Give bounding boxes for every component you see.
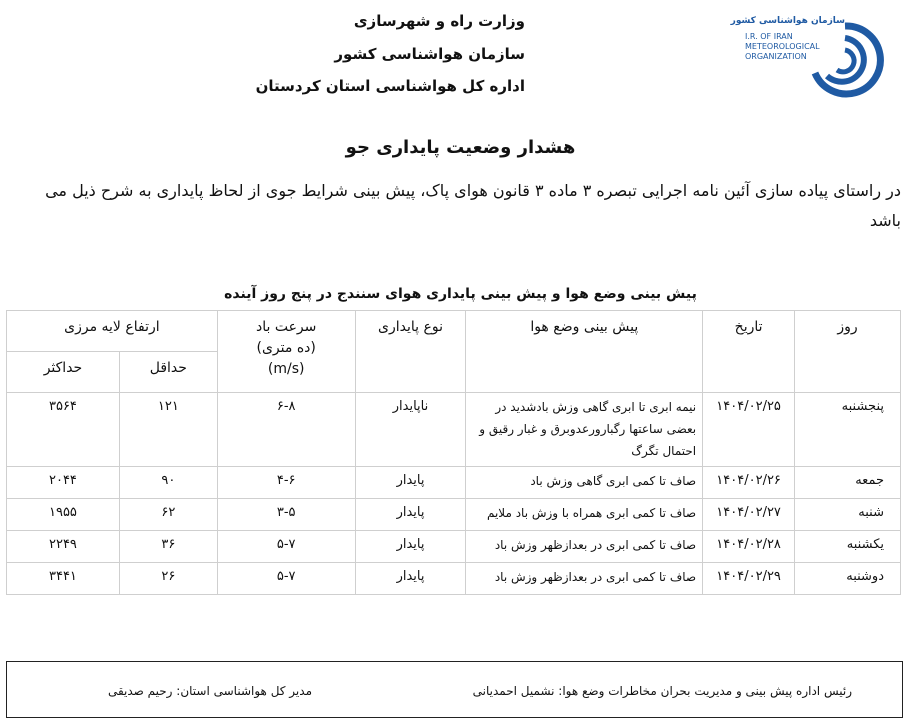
header-max: حداکثر bbox=[7, 352, 120, 393]
min-cell: ۹۰ bbox=[119, 467, 217, 499]
stability-cell: پایدار bbox=[355, 467, 466, 499]
forecast-head-signature: رئیس اداره پیش بینی و مدیریت بحران مخاطرات وضع هوا: نشمیل احمدیانی bbox=[472, 684, 852, 698]
header-boundary-layer: ارتفاع لایه مرزی bbox=[7, 311, 218, 352]
logo-text-en: I.R. OF IRAN METEOROLOGICAL ORGANIZATION bbox=[745, 32, 820, 61]
forecast-cell: صاف تا کمی ابری گاهی وزش باد bbox=[466, 467, 703, 499]
ministry-name: وزارت راه و شهرسازی bbox=[353, 12, 525, 30]
signature-footer bbox=[6, 661, 903, 718]
table-row bbox=[7, 563, 901, 595]
header-stability: نوع پایداری bbox=[355, 311, 466, 393]
min-cell: ۶۲ bbox=[119, 499, 217, 531]
wind-cell: ۵-۷ bbox=[217, 531, 355, 563]
day-cell: پنجشنبه bbox=[795, 393, 901, 467]
date-cell: ۱۴۰۴/۰۲/۲۵ bbox=[703, 393, 795, 467]
organization-name: سازمان هواشناسی کشور bbox=[334, 45, 525, 63]
table-row bbox=[7, 531, 901, 563]
table-row bbox=[7, 467, 901, 499]
date-cell: ۱۴۰۴/۰۲/۲۶ bbox=[703, 467, 795, 499]
forecast-cell: صاف تا کمی ابری در بعدازظهر وزش باد bbox=[466, 531, 703, 563]
swirl-logo-icon bbox=[805, 18, 885, 108]
page-title: هشدار وضعیت پایداری جو bbox=[345, 137, 576, 158]
day-cell: جمعه bbox=[795, 467, 901, 499]
forecast-cell: صاف تا کمی ابری همراه با وزش باد ملایم bbox=[466, 499, 703, 531]
intro-paragraph: در راستای پیاده سازی آئین نامه اجرایی تبصره ۳ ماده ۳ قانون هوای پاک، پیش بینی شرایط جوی از لحاظ پایداری به شرح ذیل می باشد bbox=[45, 181, 901, 230]
table-row bbox=[7, 393, 901, 467]
max-cell: ۳۵۶۴ bbox=[7, 393, 120, 467]
header-min: حداقل bbox=[119, 352, 217, 393]
stability-cell: پایدار bbox=[355, 499, 466, 531]
table-row bbox=[7, 499, 901, 531]
meteorological-organization-logo bbox=[730, 10, 885, 108]
forecast-cell: نیمه ابری تا ابری گاهی وزش بادشدید در بعضی ساعتها رگبارورعدوبرق و غبار رقیق و احتمال تگرگ bbox=[466, 393, 703, 467]
header-day: روز bbox=[795, 311, 901, 393]
stability-cell: پایدار bbox=[355, 531, 466, 563]
date-cell: ۱۴۰۴/۰۲/۲۷ bbox=[703, 499, 795, 531]
stability-cell: پایدار bbox=[355, 563, 466, 595]
day-cell: یکشنبه bbox=[795, 531, 901, 563]
max-cell: ۳۴۴۱ bbox=[7, 563, 120, 595]
min-cell: ۲۶ bbox=[119, 563, 217, 595]
wind-cell: ۳-۵ bbox=[217, 499, 355, 531]
director-general-signature: مدیر کل هواشناسی استان: رحیم صدیقی bbox=[107, 684, 312, 698]
wind-cell: ۴-۶ bbox=[217, 467, 355, 499]
forecast-table bbox=[6, 310, 901, 595]
header-date: تاریخ bbox=[703, 311, 795, 393]
min-cell: ۱۲۱ bbox=[119, 393, 217, 467]
forecast-cell: صاف تا کمی ابری در بعدازظهر وزش باد bbox=[466, 563, 703, 595]
provincial-office-name: اداره کل هواشناسی استان کردستان bbox=[255, 77, 525, 95]
day-cell: شنبه bbox=[795, 499, 901, 531]
max-cell: ۲۰۴۴ bbox=[7, 467, 120, 499]
max-cell: ۲۲۴۹ bbox=[7, 531, 120, 563]
table-title: پیش بینی وضع هوا و پیش بینی پایداری هوای سنندج در پنج روز آینده bbox=[224, 286, 697, 302]
max-cell: ۱۹۵۵ bbox=[7, 499, 120, 531]
wind-cell: ۶-۸ bbox=[217, 393, 355, 467]
wind-cell: ۵-۷ bbox=[217, 563, 355, 595]
min-cell: ۳۶ bbox=[119, 531, 217, 563]
header-wind-speed: سرعت باد (ده متری) (m/s) bbox=[217, 311, 355, 393]
stability-cell: ناپایدار bbox=[355, 393, 466, 467]
date-cell: ۱۴۰۴/۰۲/۲۹ bbox=[703, 563, 795, 595]
day-cell: دوشنبه bbox=[795, 563, 901, 595]
logo-text-fa: سازمان هواشناسی کشور bbox=[730, 16, 845, 26]
header-forecast: پیش بینی وضع هوا bbox=[466, 311, 703, 393]
date-cell: ۱۴۰۴/۰۲/۲۸ bbox=[703, 531, 795, 563]
